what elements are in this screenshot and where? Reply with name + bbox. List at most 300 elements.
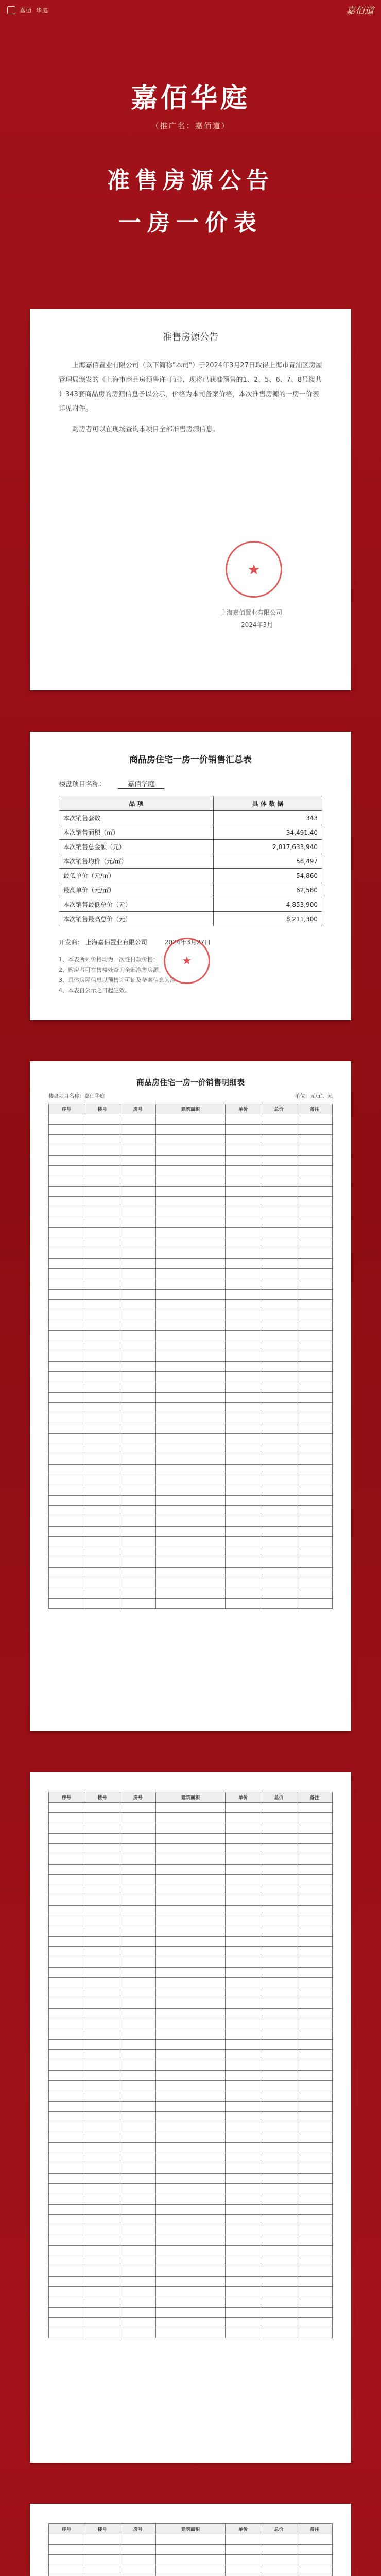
table-cell [225, 1844, 261, 1854]
table-cell [49, 2545, 84, 2555]
table-cell [49, 2235, 84, 2246]
table-cell [84, 2040, 120, 2050]
table-cell [225, 1485, 261, 1496]
table-cell [261, 2215, 297, 2225]
table-row [49, 1156, 333, 1166]
table-cell [49, 2071, 84, 2081]
table-cell [225, 1947, 261, 1957]
summary-note: 4、本表自公示之日起生效。 [59, 987, 130, 994]
listing-col-header: 房号 [120, 1104, 155, 1114]
table-cell [297, 1454, 332, 1465]
table-cell [49, 1854, 84, 1865]
table-row [49, 2112, 333, 2122]
table-row [49, 1875, 333, 1885]
table-cell [261, 1176, 297, 1187]
table-cell [49, 1114, 84, 1125]
table-cell [84, 1885, 120, 1895]
table-cell [297, 1485, 332, 1496]
table-cell [49, 1156, 84, 1166]
table-cell [261, 1393, 297, 1403]
table-cell [84, 1875, 120, 1885]
table-cell [84, 2297, 120, 2308]
table-cell [261, 2277, 297, 2287]
table-cell [84, 1248, 120, 1259]
table-row [49, 1988, 333, 1998]
table-cell [155, 1599, 225, 1609]
table-cell [120, 1290, 155, 1300]
table-row [49, 1207, 333, 1217]
table-row [49, 1320, 333, 1331]
summary-note: 1、本表所列价格均为一次性付款价格； [59, 956, 159, 963]
table-cell [297, 2534, 332, 2545]
table-cell [225, 1413, 261, 1423]
table-cell [225, 2246, 261, 2256]
table-cell [155, 2163, 225, 2174]
table-row [49, 1947, 333, 1957]
table-cell [49, 2318, 84, 2328]
table-row [49, 2091, 333, 2102]
table-cell [155, 2081, 225, 2091]
table-cell [49, 1813, 84, 1823]
table-cell [297, 1978, 332, 1988]
table-cell [120, 1885, 155, 1895]
notice-company: 上海嘉佰置业有限公司 [220, 609, 283, 616]
table-cell [297, 1125, 332, 1135]
table-cell [155, 1937, 225, 1947]
table-cell [261, 1362, 297, 1372]
table-cell [297, 1568, 332, 1578]
table-row [49, 1823, 333, 1834]
table-cell [49, 2132, 84, 2143]
table-cell [261, 1465, 297, 1475]
listing-col-header: 建筑面积 [155, 1104, 225, 1114]
table-cell [155, 2009, 225, 2019]
table-cell [155, 1423, 225, 1434]
table-row [49, 1217, 333, 1228]
table-cell [84, 2122, 120, 2132]
table-cell [49, 2143, 84, 2153]
table-cell [120, 1599, 155, 1609]
listing-col-header: 楼号 [84, 2524, 120, 2534]
listing-col-header: 房号 [120, 2524, 155, 2534]
summary-row [59, 811, 322, 825]
table-cell [155, 1114, 225, 1125]
table-cell [297, 2153, 332, 2163]
table-cell [225, 1957, 261, 1968]
table-cell [261, 1885, 297, 1895]
table-cell [297, 2040, 332, 2050]
table-row [49, 1537, 333, 1547]
table-cell [261, 1506, 297, 1516]
table-cell [261, 2081, 297, 2091]
table-cell [297, 2019, 332, 2029]
table-cell [297, 1926, 332, 1937]
table-cell [297, 2266, 332, 2277]
table-cell [84, 2205, 120, 2215]
table-row [49, 2153, 333, 2163]
table-cell [120, 1568, 155, 1578]
table-row [49, 1895, 333, 1906]
table-cell [261, 1351, 297, 1362]
table-cell [49, 1578, 84, 1588]
table-row [49, 2297, 333, 2308]
table-cell [49, 1568, 84, 1578]
table-cell [297, 1114, 332, 1125]
table-cell [297, 1434, 332, 1444]
table-cell [297, 2225, 332, 2235]
summary-note: 2、购房者可在售楼处查询全部准售房源； [59, 967, 164, 973]
table-row [49, 2102, 333, 2112]
table-cell [225, 1310, 261, 1320]
table-row [49, 2122, 333, 2132]
table-cell [49, 2225, 84, 2235]
table-cell [261, 1114, 297, 1125]
table-cell [261, 2534, 297, 2545]
table-cell [261, 1588, 297, 1599]
listing-col-header: 楼号 [84, 1104, 120, 1114]
table-cell [297, 1341, 332, 1351]
table-cell [225, 1320, 261, 1331]
table-cell [261, 1823, 297, 1834]
summary-date: 2024年3月27日 [164, 939, 211, 946]
table-cell [155, 1465, 225, 1475]
table-cell [84, 1906, 120, 1916]
table-cell [261, 1906, 297, 1916]
table-cell [297, 2308, 332, 2318]
table-cell [297, 1916, 332, 1926]
developer-value: 上海嘉佰置业有限公司 [85, 939, 147, 946]
table-cell [84, 1217, 120, 1228]
table-cell [297, 1854, 332, 1865]
table-cell [84, 1527, 120, 1537]
table-cell [155, 2534, 225, 2545]
table-cell [155, 1382, 225, 1393]
table-cell [49, 1844, 84, 1854]
table-cell [155, 2297, 225, 2308]
table-cell [261, 1413, 297, 1423]
table-cell [155, 1578, 225, 1588]
listing-col-header: 序号 [49, 1792, 84, 1803]
table-cell [120, 2040, 155, 2050]
table-cell [225, 1300, 261, 1310]
table-cell [84, 1957, 120, 1968]
table-cell [120, 2081, 155, 2091]
table-cell [297, 2194, 332, 2205]
table-cell [155, 1145, 225, 1156]
table-cell [49, 2091, 84, 2102]
table-cell [225, 1114, 261, 1125]
table-cell [84, 1393, 120, 1403]
summary-row-value: 4,853,900 [214, 897, 322, 912]
table-cell [120, 2328, 155, 2338]
table-row [49, 2225, 333, 2235]
table-cell [225, 1207, 261, 1217]
table-cell [120, 1362, 155, 1372]
table-cell [297, 1885, 332, 1895]
table-cell [120, 1506, 155, 1516]
table-cell [84, 2019, 120, 2029]
table-cell [225, 1998, 261, 2009]
table-cell [155, 1176, 225, 1187]
table-cell [155, 2246, 225, 2256]
table-cell [84, 1238, 120, 1248]
table-cell [155, 2071, 225, 2081]
table-cell [49, 1351, 84, 1362]
table-cell [120, 1217, 155, 1228]
table-cell [155, 1156, 225, 1166]
listing-col-header: 楼号 [84, 1792, 120, 1803]
table-cell [49, 1557, 84, 1568]
table-cell [120, 2153, 155, 2163]
table-cell [84, 2318, 120, 2328]
table-cell [155, 2060, 225, 2071]
table-cell [120, 1823, 155, 1834]
table-row [49, 2040, 333, 2050]
table-row [49, 2565, 333, 2575]
table-cell [120, 1916, 155, 1926]
table-cell [49, 1906, 84, 1916]
table-cell [120, 1351, 155, 1362]
table-cell [120, 2266, 155, 2277]
listing-col-header: 备注 [297, 2524, 332, 2534]
table-row [49, 2545, 333, 2555]
table-cell [49, 1865, 84, 1875]
table-cell [84, 1865, 120, 1875]
table-cell [155, 1557, 225, 1568]
table-cell [297, 1382, 332, 1393]
table-row [49, 1854, 333, 1865]
table-cell [297, 1823, 332, 1834]
table-cell [225, 2091, 261, 2102]
table-cell [155, 2328, 225, 2338]
table-cell [120, 1454, 155, 1465]
table-cell [120, 1475, 155, 1485]
table-cell [84, 1166, 120, 1176]
table-cell [84, 1813, 120, 1823]
table-cell [297, 1578, 332, 1588]
table-cell [120, 2205, 155, 2215]
table-cell [225, 2225, 261, 2235]
table-cell [120, 2215, 155, 2225]
table-cell [84, 1259, 120, 1269]
table-cell [297, 1865, 332, 1875]
table-cell [49, 1978, 84, 1988]
table-cell [297, 2143, 332, 2153]
table-cell [261, 1978, 297, 1988]
table-cell [261, 1865, 297, 1875]
table-row [49, 1926, 333, 1937]
table-cell [297, 1968, 332, 1978]
table-cell [49, 1248, 84, 1259]
table-cell [261, 1197, 297, 1207]
table-cell [261, 1382, 297, 1393]
table-cell [225, 1506, 261, 1516]
table-cell [261, 2287, 297, 2297]
top-bar [0, 0, 381, 21]
table-cell [120, 2091, 155, 2102]
table-cell [297, 1290, 332, 1300]
table-cell [261, 1485, 297, 1496]
table-cell [120, 2246, 155, 2256]
table-cell [49, 2256, 84, 2266]
table-cell [225, 2277, 261, 2287]
table-cell [155, 1547, 225, 1557]
table-cell [120, 1978, 155, 1988]
table-cell [84, 2081, 120, 2091]
table-cell [225, 2205, 261, 2215]
table-cell [84, 2029, 120, 2040]
table-cell [225, 1382, 261, 1393]
table-row [49, 2235, 333, 2246]
table-cell [297, 2205, 332, 2215]
table-cell [84, 2009, 120, 2019]
table-cell [120, 2174, 155, 2184]
table-cell [84, 1187, 120, 1197]
table-row [49, 2308, 333, 2318]
summary-row-value: 8,211,300 [214, 912, 322, 926]
table-cell [49, 1197, 84, 1207]
notice-document [30, 309, 351, 690]
table-cell [120, 1906, 155, 1916]
table-cell [225, 1444, 261, 1454]
table-cell [84, 1998, 120, 2009]
table-cell [155, 1988, 225, 1998]
table-cell [297, 1207, 332, 1217]
table-cell [49, 2050, 84, 2060]
table-cell [49, 2246, 84, 2256]
table-cell [155, 1527, 225, 1537]
table-row [49, 1906, 333, 1916]
table-cell [120, 1875, 155, 1885]
table-row [49, 1557, 333, 1568]
table-cell [155, 2112, 225, 2122]
table-cell [261, 1998, 297, 2009]
table-row [49, 1516, 333, 1527]
table-cell [261, 1300, 297, 1310]
table-cell [261, 1341, 297, 1351]
table-cell [225, 1176, 261, 1187]
table-cell [120, 1813, 155, 1823]
table-cell [225, 1885, 261, 1895]
summary-row-label: 最低单价（元/㎡） [59, 869, 214, 883]
table-cell [120, 1331, 155, 1341]
table-row [49, 2287, 333, 2297]
table-cell [120, 1259, 155, 1269]
table-cell [84, 1496, 120, 1506]
table-cell [84, 2308, 120, 2318]
table-row [49, 1978, 333, 1988]
table-cell [155, 1875, 225, 1885]
table-row [49, 2050, 333, 2060]
table-cell [297, 1259, 332, 1269]
table-cell [297, 1599, 332, 1609]
table-cell [297, 1166, 332, 1176]
table-cell [297, 1423, 332, 1434]
table-cell [49, 2287, 84, 2297]
table-cell [155, 1947, 225, 1957]
table-cell [261, 1444, 297, 1454]
table-cell [155, 1125, 225, 1135]
table-cell [120, 1865, 155, 1875]
table-cell [261, 1269, 297, 1279]
table-cell [84, 1834, 120, 1844]
table-cell [49, 2215, 84, 2225]
table-cell [297, 1403, 332, 1413]
summary-title: 商品房住宅一房一价销售汇总表 [129, 755, 252, 765]
table-cell [155, 1413, 225, 1423]
table-row [49, 1444, 333, 1454]
table-cell [84, 1125, 120, 1135]
table-cell [120, 1444, 155, 1454]
table-cell [225, 2174, 261, 2184]
table-cell [84, 1547, 120, 1557]
summary-row-label: 本次销售最低总价（元） [59, 897, 214, 912]
table-cell [49, 1968, 84, 1978]
listing-col-header: 总价 [261, 1792, 297, 1803]
table-cell [155, 2153, 225, 2163]
table-cell [84, 1413, 120, 1423]
table-cell [297, 2297, 332, 2308]
table-cell [155, 2318, 225, 2328]
table-cell [225, 2194, 261, 2205]
table-cell [297, 1527, 332, 1537]
table-cell [49, 2184, 84, 2194]
table-cell [84, 1176, 120, 1187]
table-cell [225, 2009, 261, 2019]
table-row [49, 1403, 333, 1413]
table-cell [84, 1300, 120, 1310]
table-row [49, 1465, 333, 1475]
table-cell [261, 1331, 297, 1341]
table-cell [297, 1372, 332, 1382]
table-cell [225, 1434, 261, 1444]
table-cell [297, 1393, 332, 1403]
table-row [49, 1937, 333, 1947]
table-cell [261, 1875, 297, 1885]
table-cell [84, 1197, 120, 1207]
table-cell [225, 1988, 261, 1998]
table-cell [155, 1813, 225, 1823]
table-cell [49, 1238, 84, 1248]
table-row [49, 1362, 333, 1372]
table-cell [155, 2040, 225, 2050]
table-cell [225, 1475, 261, 1485]
table-cell [297, 2091, 332, 2102]
summary-table [59, 796, 322, 926]
table-cell [155, 2029, 225, 2040]
table-cell [49, 2019, 84, 2029]
table-cell [297, 2256, 332, 2266]
company-seal-icon: ★ [164, 938, 210, 984]
table-cell [49, 2009, 84, 2019]
table-cell [297, 1895, 332, 1906]
table-cell [155, 1823, 225, 1834]
table-cell [84, 1854, 120, 1865]
table-cell [120, 1516, 155, 1527]
notice-date: 2024年3月 [241, 621, 273, 629]
listing-table [48, 1104, 333, 1609]
table-cell [261, 1926, 297, 1937]
table-cell [155, 2555, 225, 2565]
listing-col-header: 单价 [225, 1104, 261, 1114]
table-cell [297, 1506, 332, 1516]
table-row [49, 1547, 333, 1557]
table-cell [225, 1166, 261, 1176]
table-cell [120, 1496, 155, 1506]
table-cell [225, 2122, 261, 2132]
table-cell [225, 1875, 261, 1885]
company-seal-icon: ★ [226, 541, 282, 598]
